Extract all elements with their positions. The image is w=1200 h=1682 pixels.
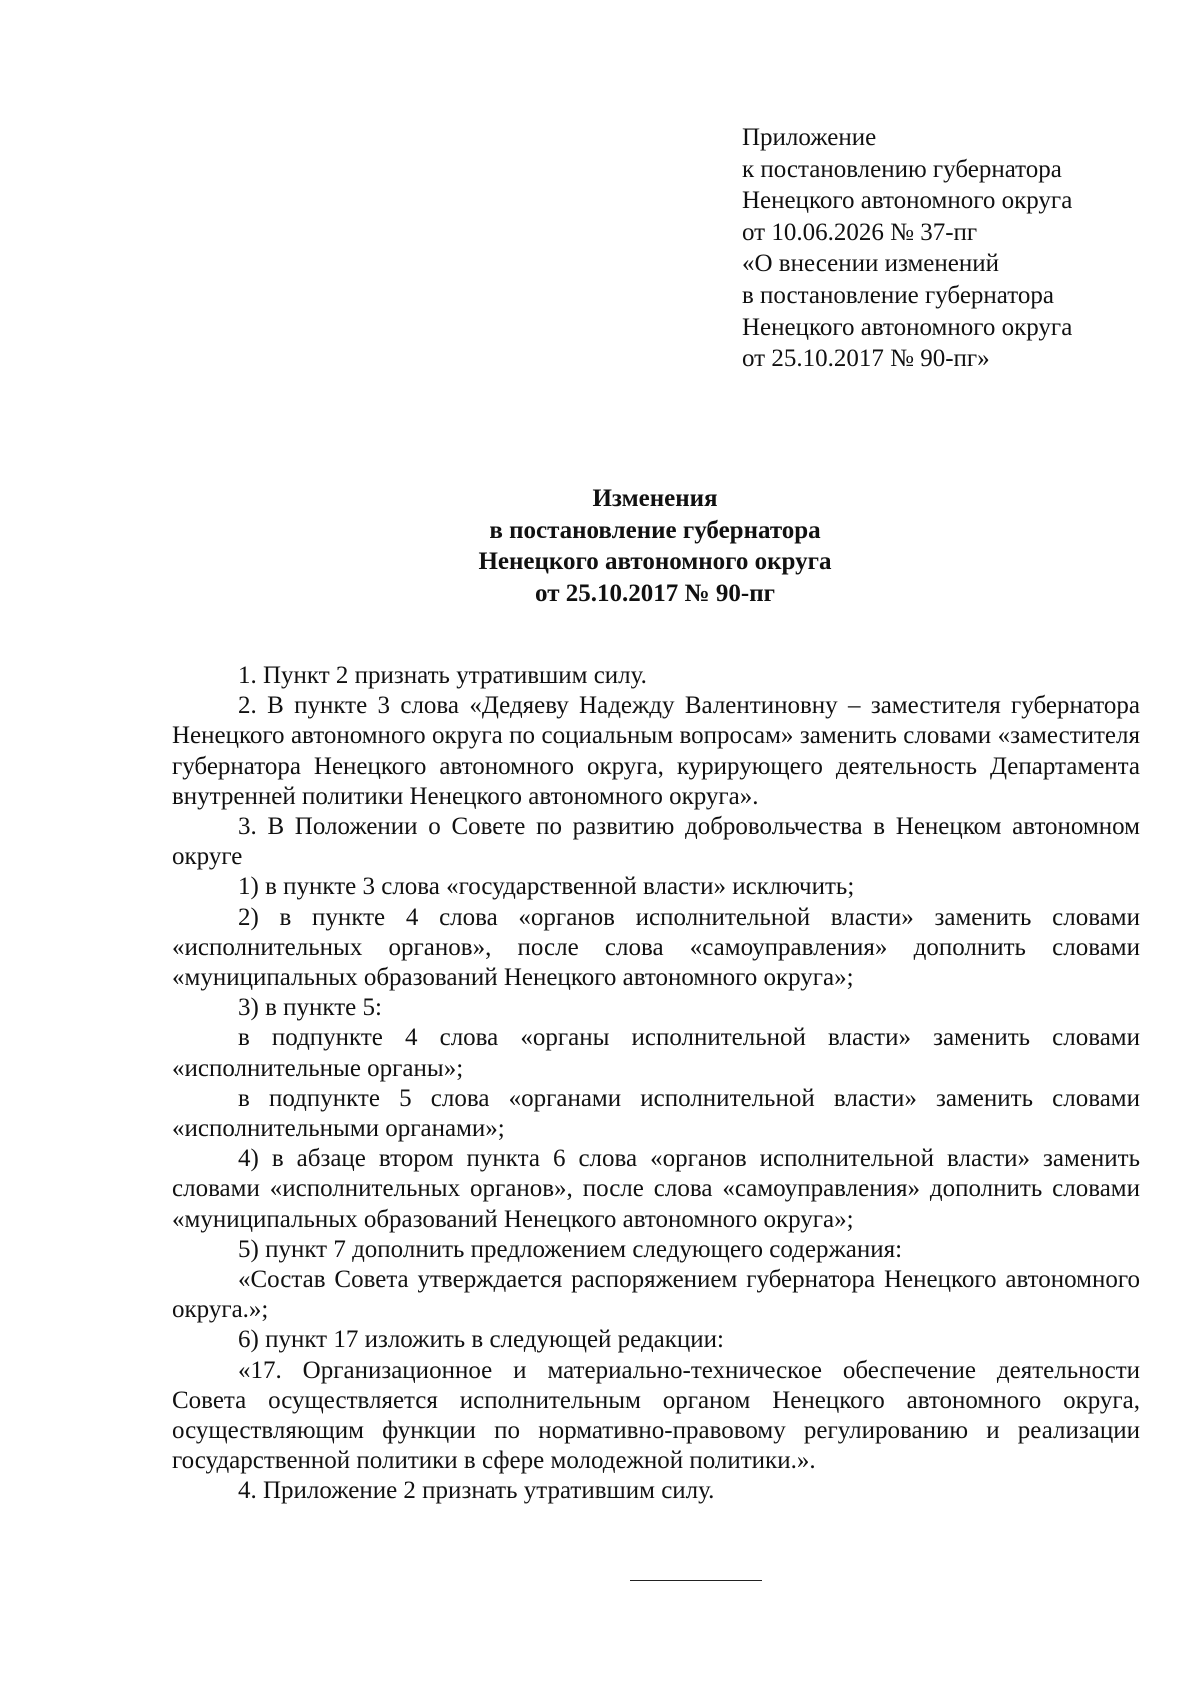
appendix-line: к постановлению губернатора xyxy=(742,155,1062,183)
paragraph-subitem-4: 4) в абзаце втором пункта 6 слова «органов исполнительной власти» заменить словами «исполнительных органов», после слова «самоуправления» дополнить словами «муниципальных образований Ненецкого автономного округа»; xyxy=(172,1145,1140,1233)
paragraph-quote-17: «17. Организационное и материально-техническое обеспечение деятельности Совета осуществляется исполнительным органом Ненецкого автономного округа, осуществляющим функции по нормативно-правовому регулированию и реализации государственной политики в сфере молодежной политики.». xyxy=(172,1356,1140,1475)
title-line: в постановление губернатора xyxy=(489,516,821,544)
appendix-line: от 10.06.2026 № 37-пг xyxy=(742,218,978,246)
appendix-line: «О внесении изменений xyxy=(742,250,1000,278)
paragraph-subpoint-4: в подпункте 4 слова «органы исполнительной власти» заменить словами «исполнительные органы»; xyxy=(172,1024,1140,1082)
paragraph-item-3: 3. В Положении о Совете по развитию добровольчества в Ненецком автономном округе xyxy=(172,813,1140,871)
appendix-line: Ненецкого автономного округа xyxy=(742,313,1073,341)
paragraph-subitem-5: 5) пункт 7 дополнить предложением следующего содержания: xyxy=(238,1235,903,1263)
document-body xyxy=(172,661,1140,1507)
end-divider xyxy=(630,1580,762,1581)
paragraph-subitem-6: 6) пункт 17 изложить в следующей редакции: xyxy=(238,1326,724,1354)
appendix-header xyxy=(742,122,1162,375)
appendix-line: Ненецкого автономного округа xyxy=(742,187,1073,215)
paragraph-subpoint-5: в подпункте 5 слова «органами исполнительной власти» заменить словами «исполнительными органами»; xyxy=(172,1084,1140,1143)
paragraph-subitem-3: 3) в пункте 5: xyxy=(238,994,382,1022)
paragraph-subitem-1: 1) в пункте 3 слова «государственной власти» исключить; xyxy=(238,873,855,901)
paragraph-item-1: 1. Пункт 2 признать утратившим силу. xyxy=(238,662,647,689)
paragraph-item-2: 2. В пункте 3 слова «Дедяеву Надежду Валентиновну – заместителя губернатора Ненецкого автономного округа по социальным вопросам» заменить словами «заместителя губернатора Ненецкого автономного округа, курирующего деятельность Департамента внутренней политики Ненецкого автономного округа». xyxy=(172,692,1140,810)
paragraph-quote-composition: «Состав Совета утверждается распоряжением губернатора Ненецкого автономного округа.»; xyxy=(172,1266,1140,1324)
paragraph-item-4: 4. Приложение 2 признать утратившим силу. xyxy=(238,1477,715,1505)
appendix-line: в постановление губернатора xyxy=(742,281,1054,309)
title-line: Ненецкого автономного округа xyxy=(478,548,832,576)
document-title xyxy=(170,483,1140,609)
title-line: Изменения xyxy=(592,485,718,512)
title-line: от 25.10.2017 № 90-пг xyxy=(535,579,775,607)
paragraph-subitem-2: 2) в пункте 4 слова «органов исполнительной власти» заменить словами «исполнительных органов», после слова «самоуправления» дополнить словами «муниципальных образований Ненецкого автономного округа»; xyxy=(172,903,1140,992)
appendix-line: от 25.10.2017 № 90-пг» xyxy=(742,345,990,373)
appendix-line: Приложение xyxy=(742,124,877,151)
